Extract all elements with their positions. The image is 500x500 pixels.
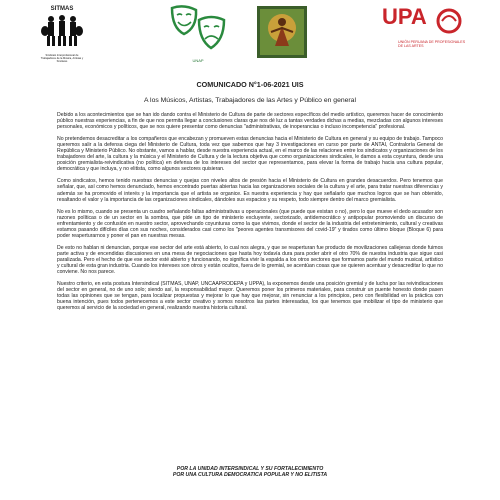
upa-logo-text: UPA — [382, 4, 427, 29]
document-body — [57, 112, 443, 317]
unap-logo-caption: UNAP — [192, 58, 204, 63]
upa-logo — [382, 4, 472, 64]
document-title: COMUNICADO N°1-06-2021 UIS — [196, 80, 304, 89]
closing-line: POR UNA CULTURA DEMOCRATICA POPULAR Y NO ELITISTA — [172, 472, 328, 479]
closing-slogans — [0, 466, 500, 479]
theatre-masks-icon — [168, 2, 228, 58]
paragraph: No es lo mismo, cuando se presenta un cuadro señalando faltas administrativas u operacionales (que puede que existan o no), pero lo que mueve el dedo acusador son razones políticas o de un sector en la sombra, que pide un tipo de ministerio excluyente, sectorizado, antidemocrático y antipopular promoviendo un discurso de enfrentamiento y de confusión en nuestro sector, aprovechando coyunturas como la que vivimos, donde el sector de la industria del entretenimiento, cultural y creativas estamos pasando difíciles días con sus noches, considerados casi como los "peores agentes transmisores del covid-19" y tirados como último bloque (Bloque 6) para poder reaperturarnos y poner el pan en nuestras mesas. — [57, 208, 443, 239]
uncaaprodepa-logo — [257, 6, 307, 58]
dancers-emblem-icon — [257, 6, 307, 58]
sitmas-logo — [38, 6, 86, 68]
paragraph: No pretendemos desacreditar a los compañeros que encabezan y promueven estas denuncias hacia el Ministerio de Cultura en general y su equipo de trabajo. Tampoco queremos salir a la defensa ciega del Ministerio de Cultura, toda vez que sabemos que hay 3 investigaciones en curso por parte de ANTAI, Contraloría General de República y Ministerio Público. No obstante, vamos a hablar, desde nuestra experiencia actual, en el marco de las relaciones entre los sindicatos y organizaciones de los trabajadores del arte, la cultura y la música y el Ministerio de Cultura y de la lectura objetiva que como organizaciones sindicales, le damos a esta coyuntura, desde una posición gremialista-reivindicativa (no política) en defensa de los intereses del sector que representamos, para elevar la forma de trabajo hacia una cultura popular, democrática y que incluya, y no elitista, como algunos sectores quisieran. — [57, 136, 443, 173]
upa-logo-caption: UNIÓN PERUANA DE PROFESIONALES DE LAS ARTES — [398, 40, 466, 49]
sitmas-logo-text: SITMAS — [50, 6, 74, 12]
sitmas-logo-caption: Sindicato Interprofesional de Trabajadores de la Música, Artistas y Similares — [40, 54, 84, 63]
unap-logo — [168, 2, 228, 64]
guitarists-emblem-icon — [38, 13, 86, 53]
closing-line: POR LA UNIDAD INTERSINDICAL Y SU FORTALECIMIENTO — [176, 466, 324, 472]
paragraph: Nuestro criterio, en esta postura Intersindical (SITMAS, UNAP, UNCAAPRODEPA y UPPA), la exponemos desde una posición gremial y de lucha por las reivindicaciones del sector en general, no de uno solo; siendo así, la responsabilidad mayor. Queremos poner los primeros materiales, para construir un puente honesto donde pasen todas las opiniones que se tengan, para localizar propuestas y mejorar lo que hay que mejorar, sin renunciar a los principios, pero con flexibilidad en la práctica con buena intención, pues todos pertenecemos a este sector creativo y somos nosotros las partes interesadas, los que tenemos que mobilizar el tipo de ministerio que queremos al servicio de la sociedad en general, realizando nuestra historia cultural. — [57, 281, 443, 312]
upa-swirl-icon — [434, 6, 464, 36]
paragraph: Debido a los acontecimientos que se han ido dando contra el Ministerio de Cultura de parte de sectores específicos del medio artístico, queremos hacer de conocimiento público nuestras experiencias, a fin de que nos permita llegar a conclusiones claras que nos dé luz a tantas verdades dichas a medias, mezcladas con algunos intereses personales, económicos y políticos, que se nos quiere presentar como denuncias "administrativas, de inoperancias o incluso incompetencia" profesional. — [57, 112, 443, 131]
header — [0, 0, 500, 80]
paragraph: De esto no hablan ni denuncian, porque ese sector del arte está abierto, lo cual nos alegra, y que se reaperturan fue producto de movilizaciones callejeras donde fuimos parte activa y de encendidas discusiones en una mesa de negociaciones que hasta hoy todavía dura para poder abrir el otro 70% de nuestra industria que sigue casi paralizada. Pero el hecho de que ese sector esté abierto y funcionando, no significa vivir la espalda a los otros sectores que formamos parte del mundo musical, artístico y cultural de esta gran industria. Cuando los intereses son otros y están ocultos, fuera de lo gremial, se acentúan cosas que se quieren acentuar y desacreditar lo que no conviene. No nos parece. — [57, 244, 443, 276]
document-subtitle: A los Músicos, Artistas, Trabajadores de las Artes y Público en general — [144, 97, 356, 104]
paragraph: Como sindicatos, hemos tenido nuestras denuncias y quejas con niveles altos de presión hacia el Ministerio de Cultura en grandes desacuerdos. Pero tenemos que señalar, que, así como hemos denunciado, hemos encontrado puertas abiertas hacia las organizaciones sociales de la cultura y el arte, para tratar nuestras diferencias y además se ha promovido el interés y la importancia que el artista se organice. Es nuestra experiencia y hay que señalarlo que muchos logros que se han obtenido, resaltando el valor y la importancia de las organizaciones sindicales, dándoles sus espacios y su respeto, todo siempre dentro del marco gremialista. — [57, 178, 443, 203]
